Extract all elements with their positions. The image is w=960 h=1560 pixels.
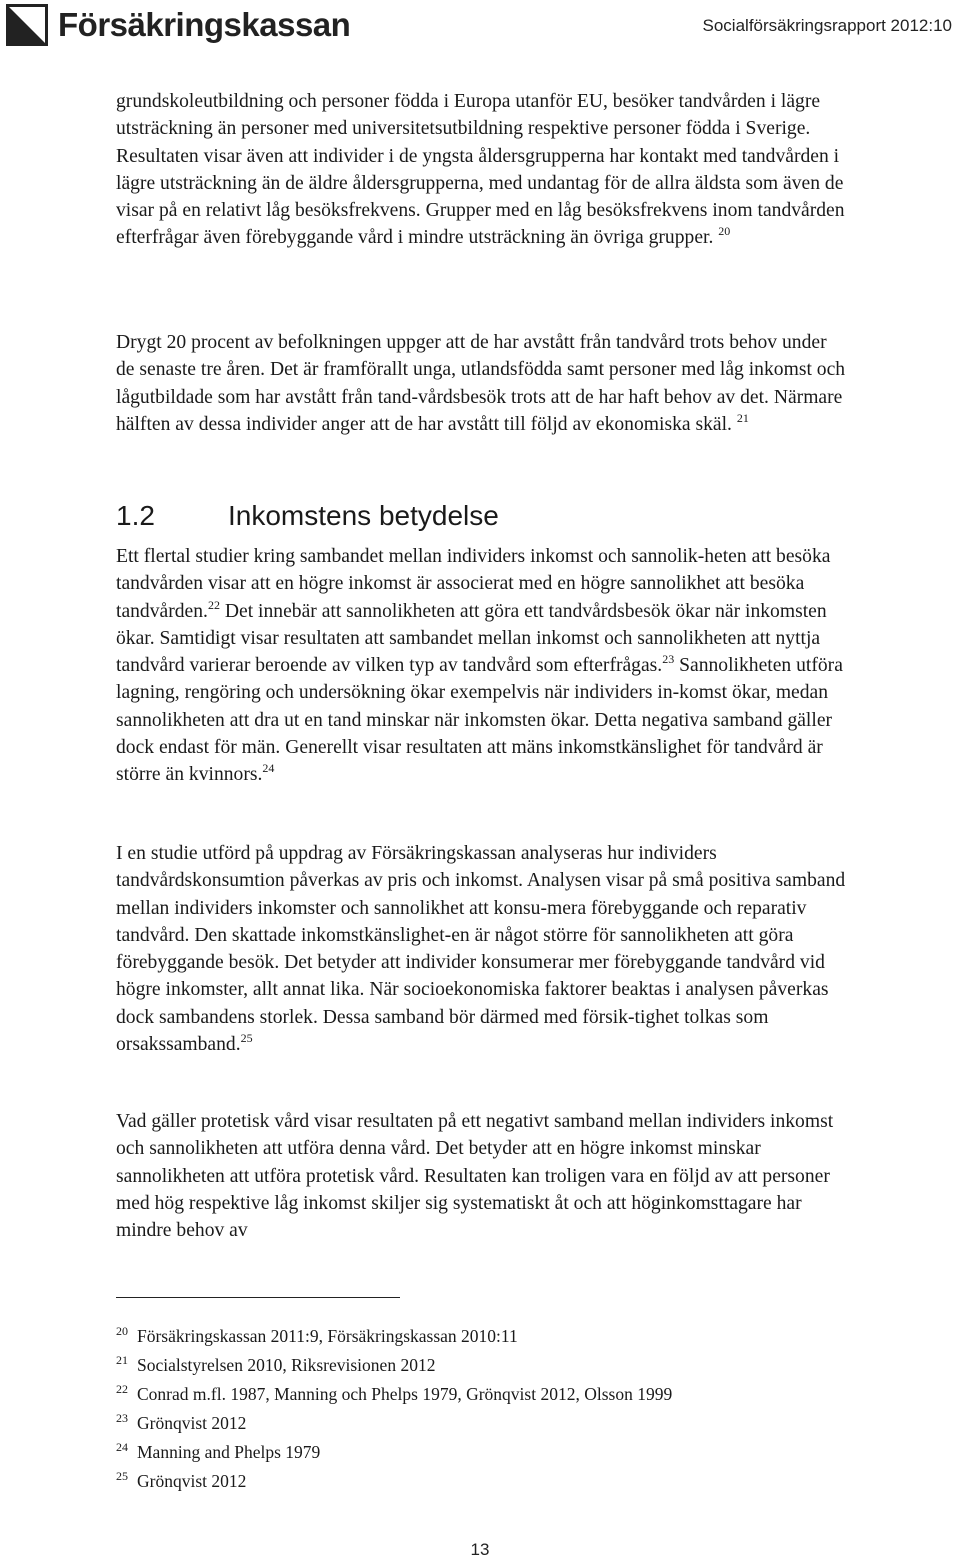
page-header (0, 0, 960, 60)
footnote-ref: 22 (207, 597, 220, 612)
footnote-number: 25 (116, 1469, 128, 1483)
footnote-text: Socialstyrelsen 2010, Riksrevisionen 2012 (137, 1355, 436, 1375)
footnote-number: 23 (116, 1411, 128, 1425)
page-number: 13 (470, 1540, 490, 1559)
report-identifier: Socialförsäkringsrapport 2012:10 (702, 16, 952, 35)
footnote-number: 24 (116, 1440, 128, 1454)
footnote-ref: 23 (662, 652, 675, 667)
footnote-text: Grönqvist 2012 (137, 1413, 247, 1433)
footnote-ref: 25 (240, 1031, 253, 1046)
brand-logo (6, 4, 350, 46)
footnote-number: 20 (116, 1324, 128, 1338)
footnote-number: 21 (116, 1353, 128, 1367)
paragraph-5: Vad gäller protetisk vård visar resultaten på ett negativt samband mellan individers inkomst och sannolikheten att utföra denna vård. Det betyder att en högre inkomst minskar sannolikheten att utföra protetisk vård. Resultaten kan troligen vara en följd av att personer med hög respektive låg inkomst skiljer sig systematiskt åt och att höginkomsttagare har mindre behov av (116, 1111, 834, 1242)
brand-emblem-icon (6, 4, 48, 46)
section-title: Inkomstens betydelse (228, 500, 499, 531)
section-heading (116, 499, 499, 533)
footnote-text: Försäkringskassan 2011:9, Försäkringskassan 2010:11 (137, 1326, 518, 1346)
footnote-text: Manning and Phelps 1979 (137, 1442, 321, 1462)
paragraph-4: I en studie utförd på uppdrag av Försäkringskassan analyseras hur individers tandvårdskonsumtion påverkas av pris och inkomst. Analysen visar på små positiva samband mellan individers inkomster och sannolikhet att konsu-mera förebyggande och reparativ tandvård. Den skattade inkomstkänslighet-en är något större för sannolikheten att göra förebyggande besök. Det betyder att individer konsumerar mer förebyggande tandvård vid högre inkomster, allt annat lika. När socioekonomiska faktorer beaktas i analysen påverkas dock sambandens storlek. Dessa samband bör därmed med försik-tighet tolkas som orsakssamband.$^{25}$ (116, 843, 846, 1056)
section-number: 1.2 (116, 500, 155, 531)
footnote-divider (116, 1297, 400, 1298)
brand-name: Försäkringskassan (58, 6, 351, 43)
footnote-text: Conrad m.fl. 1987, Manning och Phelps 1979, Grönqvist 2012, Olsson 1999 (137, 1384, 673, 1404)
footnote-ref: 20 (718, 224, 731, 239)
footnote-ref: 21 (736, 410, 749, 425)
footnote-text: Grönqvist 2012 (137, 1471, 247, 1491)
footnote-number: 22 (116, 1382, 128, 1396)
paragraph-1: grundskoleutbildning och personer födda i Europa utanför EU, besöker tandvården i lägre utsträckning än personer med universitetsutbildning respektive personer födda i Sverige. Resultaten visar även att individer i de yngsta åldersgrupperna har kontakt med tandvården i lägre utsträckning än de äldre åldersgrupperna, med undantag för de allra äldsta som även de visar på en relativt låg besöksfrekvens. Grupper med en låg besöksfrekvens inom tandvården efterfrågar även förebyggande vård i mindre utsträckning än övriga grupper. $^{20}$ (116, 91, 845, 249)
paragraph-2: Drygt 20 procent av befolkningen uppger att de har avstått från tandvård trots behov under de senaste tre åren. Det är framförallt unga, utlandsfödda samt personer med låg inkomst och lågutbildade som har avstått från tand-vårdsbesök trots att de har haft behov av det. Närmare hälften av dessa individer anger att de har avstått till följd av ekonomiska skäl. $^{21}$ (116, 332, 846, 435)
footnote-ref: 24 (262, 761, 275, 776)
paragraph-3: Ett flertal studier kring sambandet mellan individers inkomst och sannolik-heten att besöka tandvården visar att en högre inkomst är associerat med en högre sannolikhet att besöka tandvården.$^{22}$ Det innebär att sannolikheten att göra ett tandvårdsbesök ökar när inkomsten ökar. Samtidigt visar resultaten att sambandet mellan inkomst och sannolikheten att nyttja tandvård varierar beroende av vilken typ av tandvård som efterfrågas.$^{23}$ Sannolikheten utföra lagning, rengöring och undersökning ökar exempelvis när individers in-komst ökar, medan sannolikheten att dra ut en tand minskar när inkomsten ökar. Detta negativa samband gäller dock endast för män. Generellt visar resultaten att mäns inkomstkänslighet för tandvård är större än kvinnors.$^{24}$ (116, 546, 843, 786)
